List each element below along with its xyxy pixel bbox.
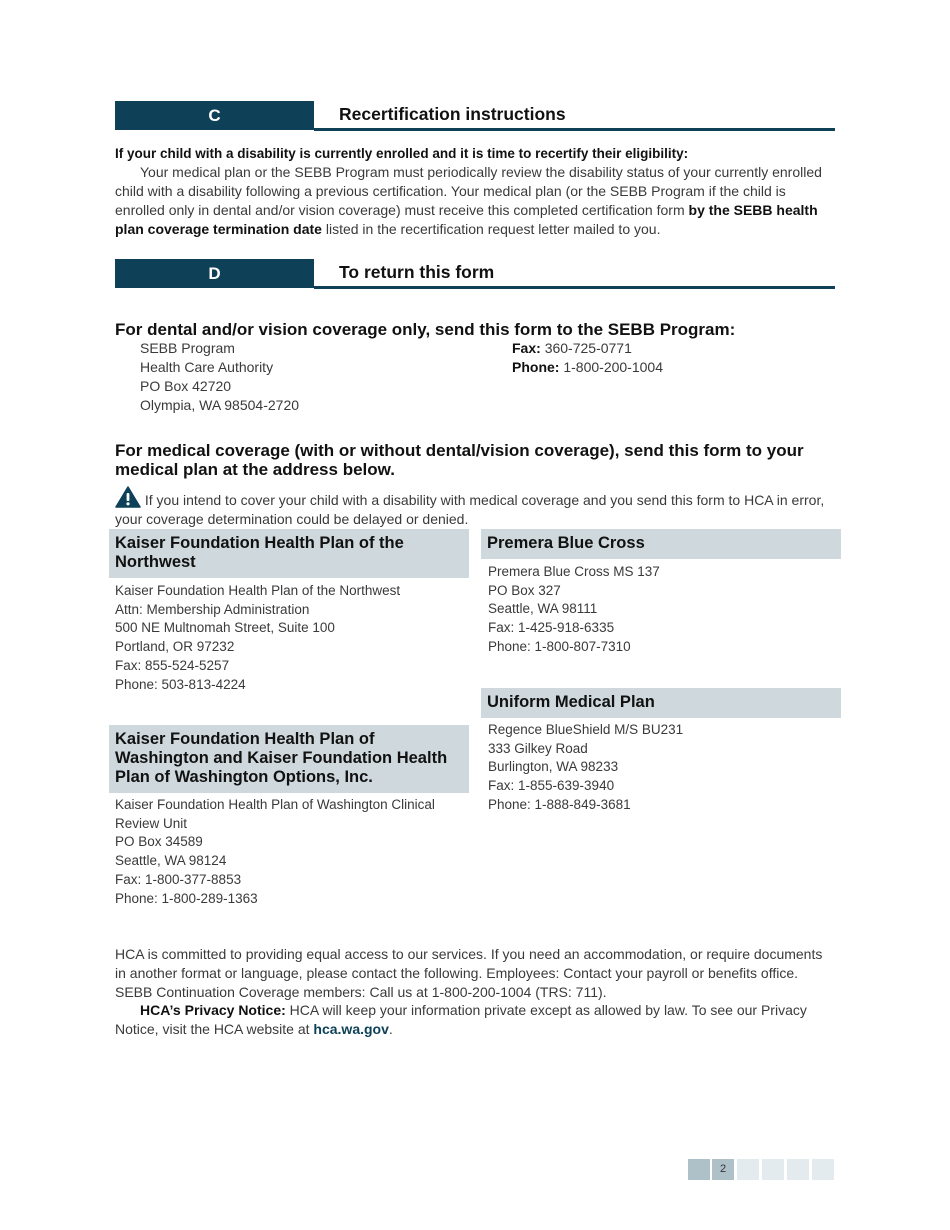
recert-body-text-2: listed in the recertification request letter mailed to you.	[321, 221, 661, 237]
address-line: Olympia, WA 98504-2720	[140, 397, 300, 413]
warning-icon	[115, 486, 141, 508]
section-rule	[314, 286, 835, 289]
recert-body-text-1: Your medical plan or the SEBB Program must periodically review the disability status of your currently enrolled child with a disability following a previous certification. Your medical plan (or the SEBB Program if the child is enrolled only in dental and/or vision coverage) must receive this completed certification form	[115, 164, 822, 218]
section-title: Recertification instructions	[339, 104, 566, 124]
recert-body-bold: by the SEBB health plan coverage termination date	[115, 202, 818, 237]
plan-line: Portland, OR 97232	[115, 639, 235, 655]
page-tab	[787, 1159, 809, 1180]
premera-address	[488, 563, 660, 657]
section-c-header	[115, 101, 835, 133]
medical-warning	[115, 486, 840, 529]
plan-line: Review Unit	[115, 815, 188, 831]
recert-lead: If your child with a disability is currently enrolled and it is time to recertify their eligibility:	[115, 146, 689, 161]
plan-line: Phone: 1-888-849-3681	[488, 796, 631, 812]
privacy-text: HCA will keep your information private except as allowed by law. To see our Privacy Notice, visit the HCA website at	[115, 1002, 807, 1037]
plan-line: Fax: 1-855-639-3940	[488, 778, 615, 794]
medical-heading: For medical coverage (with or without dental/vision coverage), send this form to your medical plan at the address below.	[115, 441, 804, 479]
kaiser-nw-address	[115, 582, 400, 694]
privacy-notice	[115, 1001, 835, 1039]
section-d-header	[115, 259, 835, 291]
plan-line: Seattle, WA 98124	[115, 853, 227, 869]
premera-header	[481, 529, 841, 559]
plan-title: Kaiser Foundation Health Plan of the Northwest	[115, 534, 404, 571]
plan-title: Uniform Medical Plan	[487, 693, 655, 711]
sebb-address	[140, 339, 299, 415]
fax-label: Fax:	[512, 340, 541, 356]
plan-title: Kaiser Foundation Health Plan of Washington and Kaiser Foundation Health Plan of Washington Options, Inc.	[115, 730, 448, 786]
plan-line: Kaiser Foundation Health Plan of the Northwest	[115, 583, 401, 598]
fax-line	[512, 339, 663, 358]
plan-line: Fax: 1-800-377-8853	[115, 871, 242, 887]
page-tab	[688, 1159, 710, 1180]
dental-vision-heading: For dental and/or vision coverage only, send this form to the SEBB Program:	[115, 320, 736, 339]
plan-line: Phone: 1-800-289-1363	[115, 890, 258, 906]
hca-website-link[interactable]: hca.wa.gov	[313, 1021, 389, 1037]
phone-label: Phone:	[512, 359, 560, 375]
privacy-label: HCA’s Privacy Notice:	[140, 1002, 286, 1018]
plan-title: Premera Blue Cross	[487, 534, 645, 552]
sebb-contact	[512, 339, 663, 377]
section-title: To return this form	[339, 262, 495, 282]
plan-line: Seattle, WA 98111	[488, 601, 598, 617]
access-notice: HCA is committed to providing equal access to our services. If you need an accommodation, or require documents in another format or language, please contact the following. Employees: Contact your payroll or benefits office. SEBB Continuation Coverage members: Call us at 1-800-200-1004 (TRS: 711).	[115, 946, 823, 1000]
plan-line: 333 Gilkey Road	[488, 740, 588, 756]
plan-line: Regence BlueShield M/S BU231	[488, 722, 684, 737]
kaiser-wa-header	[109, 725, 469, 793]
section-letter: D	[115, 259, 314, 288]
ump-address	[488, 721, 683, 815]
plan-line: Attn: Membership Administration	[115, 601, 310, 617]
address-line: PO Box 42720	[140, 378, 232, 394]
phone-number: 1-800-200-1004	[563, 359, 663, 375]
section-letter: C	[115, 101, 314, 130]
page-tab	[762, 1159, 784, 1180]
warning-text: If you intend to cover your child with a disability with medical coverage and you send this form to HCA in error, your coverage determination could be delayed or denied.	[115, 492, 825, 527]
plan-line: Phone: 1-800-807-7310	[488, 638, 631, 654]
kaiser-wa-address	[115, 796, 435, 908]
fax-number: 360-725-0771	[544, 340, 632, 356]
plan-line: Phone: 503-813-4224	[115, 676, 246, 692]
plan-line: Burlington, WA 98233	[488, 759, 619, 775]
address-line: SEBB Program	[140, 340, 235, 356]
page-tab	[812, 1159, 834, 1180]
recert-body	[115, 163, 835, 239]
plan-line: PO Box 327	[488, 582, 561, 598]
page-number: 2	[712, 1159, 734, 1180]
plan-line: Fax: 855-524-5257	[115, 657, 230, 673]
plan-line: PO Box 34589	[115, 834, 203, 850]
privacy-end: .	[388, 1021, 393, 1037]
plan-line: Kaiser Foundation Health Plan of Washington Clinical	[115, 797, 435, 812]
plan-line: 500 NE Multnomah Street, Suite 100	[115, 620, 335, 636]
page-tab	[737, 1159, 759, 1180]
section-rule	[314, 128, 835, 131]
phone-line	[512, 358, 663, 377]
kaiser-nw-header	[109, 529, 469, 578]
address-line: Health Care Authority	[140, 359, 274, 375]
plan-line: Premera Blue Cross MS 137	[488, 564, 660, 579]
ump-header	[481, 688, 841, 718]
plan-line: Fax: 1-425-918-6335	[488, 620, 615, 636]
